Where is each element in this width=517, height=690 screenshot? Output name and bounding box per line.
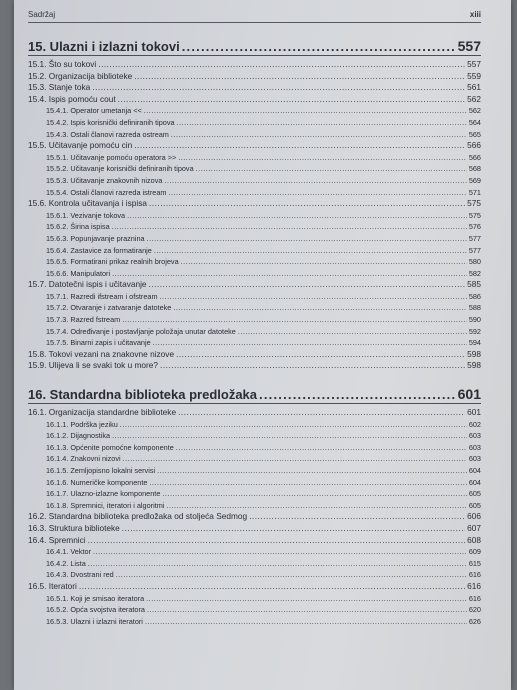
dot-leader — [79, 581, 465, 593]
toc-subsection-entry — [28, 337, 481, 349]
dot-leader — [176, 442, 467, 454]
toc-section-entry — [28, 279, 481, 291]
dot-leader — [171, 129, 467, 141]
toc-subsection-entry — [28, 187, 481, 199]
toc-section-entry — [28, 349, 481, 361]
entry-title: 15.5.4. Ostali članovi razreda istream — [46, 187, 167, 197]
toc-section-entry — [28, 71, 481, 83]
dot-leader — [122, 523, 465, 535]
entry-title: 15.7.3. Razred fstream — [46, 315, 121, 325]
book-page — [14, 0, 511, 690]
entry-title: 15.6.3. Popunjavanje praznina — [46, 233, 145, 243]
entry-title: 15.6.6. Manipulatori — [46, 268, 111, 278]
toc-subsection-entry — [28, 326, 481, 338]
dot-leader — [118, 94, 466, 106]
toc-subsection-entry — [28, 616, 481, 628]
toc-section-entry — [28, 82, 481, 94]
running-head-page-number: xiii — [469, 10, 481, 19]
toc-subsection-entry — [28, 442, 481, 454]
chapter-heading — [28, 378, 481, 402]
entry-page: 603 — [468, 454, 481, 464]
entry-page: 609 — [468, 547, 481, 557]
dot-leader — [149, 279, 466, 291]
toc-subsection-entry — [28, 488, 481, 500]
dot-leader — [93, 546, 467, 558]
entry-page: 616 — [468, 593, 481, 603]
dot-leader — [134, 140, 465, 152]
toc-subsection-entry — [28, 314, 481, 326]
entry-title: 15.4.3. Ostali članovi razreda ostream — [46, 129, 169, 139]
toc-subsection-entry — [28, 500, 481, 512]
entry-title: 15.6.4. Zastavice za formatiranje — [46, 245, 152, 255]
entry-page: 616 — [467, 580, 481, 591]
table-of-contents — [28, 30, 481, 627]
toc-subsection-entry — [28, 546, 481, 558]
dot-leader — [134, 71, 465, 83]
dot-leader — [98, 59, 465, 71]
toc-subsection-entry — [28, 163, 481, 175]
dot-leader — [259, 387, 456, 402]
entry-title: 16.4.1. Vektor — [46, 547, 92, 557]
entry-page: 590 — [468, 315, 481, 325]
entry-title: 15.5.2. Učitavanje korisnički definiranih tipova — [46, 164, 194, 174]
toc-subsection-entry — [28, 210, 481, 222]
entry-page: 620 — [468, 605, 481, 615]
dot-leader — [181, 256, 467, 268]
running-head — [28, 10, 481, 23]
entry-page: 607 — [467, 522, 481, 533]
dot-leader — [112, 221, 467, 233]
dot-leader — [154, 245, 467, 257]
dot-leader — [146, 593, 467, 605]
dot-leader — [160, 291, 467, 303]
entry-title: 15.5.1. Učitavanje pomoću operatora >> — [46, 152, 177, 162]
toc-section-entry — [28, 198, 481, 210]
toc-subsection-entry — [28, 569, 481, 581]
dot-leader — [149, 198, 465, 210]
dot-leader — [157, 465, 467, 477]
chapter-rule — [28, 55, 481, 56]
entry-title: 15.6. Kontrola učitavanja i ispisa — [28, 198, 147, 209]
entry-title: 16.5.3. Ulazni i izlazni iteratori — [46, 616, 143, 626]
dot-leader — [127, 210, 467, 222]
entry-title: 15.6.5. Formatirani prikaz realnih brojeva — [46, 257, 179, 267]
entry-page: 598 — [467, 360, 481, 371]
entry-page: 580 — [468, 257, 481, 267]
dot-leader — [116, 569, 467, 581]
toc-subsection-entry — [28, 152, 481, 164]
entry-page: 598 — [467, 348, 481, 359]
dot-leader — [147, 604, 467, 616]
toc-subsection-entry — [28, 233, 481, 245]
entry-title: 16.3. Struktura biblioteke — [28, 522, 120, 533]
entry-page: 605 — [468, 500, 481, 510]
chapter-rule — [28, 403, 481, 404]
toc-subsection-entry — [28, 256, 481, 268]
entry-page: 605 — [468, 489, 481, 499]
entry-page: 602 — [468, 419, 481, 429]
entry-title: 16.5.2. Opća svojstva iteratora — [46, 605, 145, 615]
entry-title: 16.2. Standardna biblioteka predložaka od stoljeća Sedmog — [28, 511, 248, 522]
toc-subsection-entry — [28, 604, 481, 616]
toc-section-entry — [28, 581, 481, 593]
entry-page: 603 — [468, 431, 481, 441]
entry-title: 16.5. Iteratori — [28, 580, 77, 591]
entry-title: 15.5.3. Učitavanje znakovnih nizova — [46, 175, 163, 185]
entry-page: 582 — [468, 268, 481, 278]
chapter-page: 601 — [457, 386, 481, 403]
toc-subsection-entry — [28, 291, 481, 303]
dot-leader — [196, 163, 467, 175]
toc-subsection-entry — [28, 117, 481, 129]
entry-title: 15.7.1. Razredi ifstream i ofstream — [46, 291, 158, 301]
entry-page: 561 — [467, 82, 481, 93]
entry-title: 16.1.7. Ulazno-izlazne komponente — [46, 489, 161, 499]
toc-subsection-entry — [28, 558, 481, 570]
entry-page: 615 — [468, 558, 481, 568]
chapter-page: 557 — [457, 38, 481, 54]
entry-page: 626 — [468, 616, 481, 626]
toc-subsection-entry — [28, 245, 481, 257]
entry-title: 15.4. Ispis pomoću cout — [28, 93, 116, 104]
entry-page: 565 — [468, 129, 481, 139]
chapter-title: 15. Ulazni i izlazni tokovi — [28, 39, 180, 54]
dot-leader — [182, 39, 456, 54]
entry-page: 575 — [468, 210, 481, 220]
entry-title: 16.1. Organizacija standardne biblioteke — [28, 407, 177, 418]
entry-page: 575 — [467, 198, 481, 209]
dot-leader — [238, 326, 467, 338]
toc-subsection-entry — [28, 477, 481, 489]
entry-page: 586 — [468, 291, 481, 301]
toc-section-entry — [28, 360, 481, 372]
dot-leader — [176, 349, 465, 361]
toc-subsection-entry — [28, 593, 481, 605]
toc-section-entry — [28, 140, 481, 152]
entry-title: 15.7. Datotečni ispis i učitavanje — [28, 279, 147, 290]
entry-page: 585 — [467, 279, 481, 290]
dot-leader — [92, 82, 465, 94]
dot-leader — [123, 453, 467, 465]
dot-leader — [249, 511, 465, 523]
dot-leader — [153, 337, 467, 349]
toc-subsection-entry — [28, 175, 481, 187]
entry-title: 16.1.1. Podrška jeziku — [46, 419, 118, 429]
dot-leader — [147, 233, 467, 245]
entry-title: 16.1.2. Dijagnostika — [46, 431, 111, 441]
entry-title: 16.1.5. Zemljopisno lokalni servisi — [46, 466, 156, 475]
toc-subsection-entry — [28, 465, 481, 477]
entry-page: 569 — [468, 175, 481, 185]
entry-page: 557 — [467, 59, 481, 69]
toc-section-entry — [28, 511, 481, 523]
entry-page: 592 — [468, 326, 481, 336]
entry-page: 616 — [468, 570, 481, 580]
toc-subsection-entry — [28, 302, 481, 314]
entry-title: 15.8. Tokovi vezani na znakovne nizove — [28, 348, 175, 359]
entry-title: 16.1.6. Numeričke komponente — [46, 477, 148, 487]
entry-page: 564 — [468, 117, 481, 127]
entry-title: 16.4.2. Lista — [46, 558, 86, 568]
entry-page: 562 — [467, 93, 481, 104]
entry-page: 588 — [468, 303, 481, 313]
entry-page: 566 — [467, 140, 481, 151]
dot-leader — [178, 152, 467, 164]
toc-subsection-entry — [28, 221, 481, 233]
toc-subsection-entry — [28, 129, 481, 141]
entry-title: 15.6.1. Vezivanje tokova — [46, 210, 126, 220]
entry-title: 16.4.3. Dvostrani red — [46, 570, 114, 580]
dot-leader — [160, 360, 465, 372]
chapter-heading — [28, 30, 481, 54]
dot-leader — [145, 616, 467, 628]
toc-section-entry — [28, 59, 481, 71]
entry-title: 16.1.8. Spremnici, iteratori i algoritmi — [46, 500, 165, 510]
entry-title: 15.6.2. Širina ispisa — [46, 222, 110, 232]
entry-page: 608 — [467, 534, 481, 545]
entry-page: 577 — [468, 245, 481, 255]
entry-title: 16.4. Spremnici — [28, 534, 86, 545]
dot-leader — [122, 314, 467, 326]
dot-leader — [164, 175, 466, 187]
entry-title: 15.4.1. Operator umetanja << — [46, 106, 142, 116]
entry-title: 15.9. Ulijeva li se svaki tok u more? — [28, 360, 159, 371]
dot-leader — [166, 500, 466, 512]
entry-title: 15.7.4. Određivanje i postavljanje položaja unutar datoteke — [46, 326, 236, 336]
entry-title: 15.2. Organizacija biblioteke — [28, 70, 133, 81]
toc-section-entry — [28, 94, 481, 106]
dot-leader — [149, 477, 466, 489]
entry-title: 15.1. Što su tokovi — [28, 59, 97, 69]
entry-page: 562 — [468, 106, 481, 116]
dot-leader — [178, 407, 465, 419]
entry-page: 571 — [468, 187, 481, 197]
entry-title: 15.5. Učitavanje pomoću cin — [28, 140, 133, 151]
toc-section-entry — [28, 535, 481, 547]
dot-leader — [88, 558, 467, 570]
dot-leader — [177, 117, 467, 129]
entry-page: 566 — [468, 152, 481, 162]
entry-title: 15.7.2. Otvaranje i zatvaranje datoteke — [46, 303, 172, 313]
toc-section-entry — [28, 407, 481, 419]
dot-leader — [144, 105, 467, 117]
entry-page: 603 — [468, 442, 481, 452]
entry-page: 577 — [468, 233, 481, 243]
entry-page: 601 — [467, 407, 481, 418]
entry-title: 16.1.3. Općenite pomoćne komponente — [46, 442, 174, 452]
entry-page: 559 — [467, 70, 481, 81]
dot-leader — [88, 535, 466, 547]
chapter-title: 16. Standardna biblioteka predložaka — [28, 387, 258, 403]
entry-page: 594 — [468, 338, 481, 348]
dot-leader — [162, 488, 466, 500]
toc-subsection-entry — [28, 268, 481, 280]
dot-leader — [168, 187, 466, 199]
toc-section-entry — [28, 523, 481, 535]
entry-title: 16.5.1. Koji je smisao iteratora — [46, 593, 145, 603]
toc-subsection-entry — [28, 105, 481, 117]
toc-subsection-entry — [28, 430, 481, 442]
entry-page: 576 — [468, 222, 481, 232]
dot-leader — [120, 419, 467, 431]
entry-title: 15.7.5. Binarni zapis i učitavanje — [46, 338, 151, 348]
dot-leader — [112, 430, 467, 442]
entry-title: 15.4.2. Ispis korisnički definiranih tipova — [46, 117, 175, 127]
toc-subsection-entry — [28, 453, 481, 465]
entry-page: 604 — [468, 477, 481, 487]
entry-title: 16.1.4. Znakovni nizovi — [46, 454, 121, 464]
running-head-title: Sadržaj — [28, 10, 56, 19]
dot-leader — [112, 268, 467, 280]
entry-page: 568 — [468, 164, 481, 174]
entry-page: 604 — [468, 466, 481, 475]
entry-title: 15.3. Stanje toka — [28, 82, 91, 93]
toc-subsection-entry — [28, 419, 481, 431]
entry-page: 606 — [467, 511, 481, 522]
dot-leader — [173, 302, 466, 314]
